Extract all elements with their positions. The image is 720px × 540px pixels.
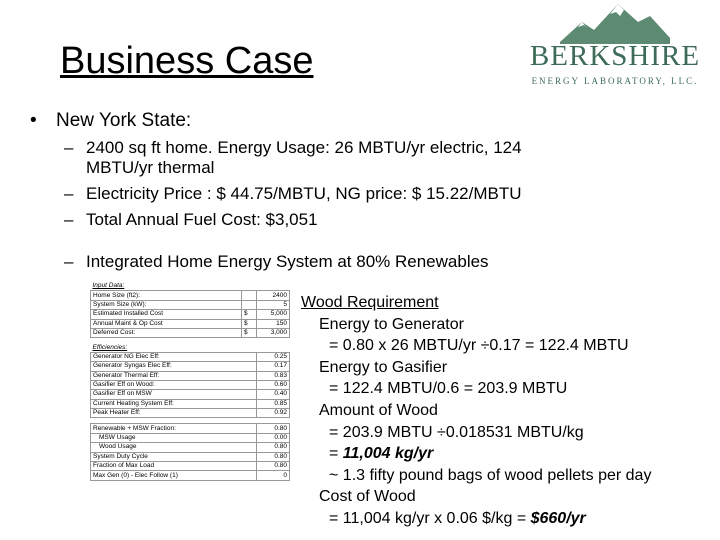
cell-label: Wood Usage [91, 443, 257, 452]
bullet-marker: • [30, 110, 37, 131]
cell-value: 150 [257, 319, 290, 328]
energy-to-gasifier: Energy to Gasifier [319, 358, 448, 376]
cell-value: 0.80 [257, 424, 290, 433]
cell-label: Current Heating System Eff: [91, 399, 257, 408]
cell-value: 0.80 [257, 443, 290, 452]
cost-of-wood-result: $660/yr [530, 509, 586, 527]
table-row [91, 462, 290, 471]
energy-to-generator-calc: = 0.80 x 26 MBTU/yr ÷0.17 = 122.4 MBTU [329, 337, 629, 355]
table-row [91, 310, 290, 319]
dash-marker: – [64, 184, 74, 203]
table-row [91, 380, 290, 389]
amount-of-wood: Amount of Wood [319, 401, 438, 419]
table-row [91, 443, 290, 452]
item-home-size: 2400 sq ft home. Energy Usage: 26 MBTU/yr electric, 124 [86, 138, 522, 157]
item-electricity-price: Electricity Price : $ 44.75/MBTU, NG price: $ 15.22/MBTU [86, 184, 522, 203]
cell-label: System Size (kW): [91, 300, 242, 309]
amount-of-wood-result-line [301, 443, 651, 465]
table-row [91, 433, 290, 442]
cell-value: 0.00 [257, 433, 290, 442]
item-home-size-cont: MBTU/yr thermal [86, 158, 215, 177]
cell-dollar [242, 300, 257, 309]
table-row [91, 471, 290, 480]
cell-value: 5,000 [257, 310, 290, 319]
table-row [91, 424, 290, 433]
cell-label: Generator NG Elec Eff: [91, 352, 257, 361]
cell-label: Gasifier Eff on MSW [91, 390, 257, 399]
table-row [91, 352, 290, 361]
dash-marker: – [64, 210, 74, 229]
table-row [91, 371, 290, 380]
cell-label: Generator Syngas Elec Eff: [91, 362, 257, 371]
mountain-icon [560, 0, 670, 45]
cost-of-wood-calc: = 11,004 kg/yr x 0.06 $/kg = [329, 509, 531, 527]
wood-heading: Wood Requirement [301, 294, 439, 311]
item-integrated-system: Integrated Home Energy System at 80% Renewables [86, 252, 489, 271]
cell-value: 0.17 [257, 362, 290, 371]
spreadsheet-table [90, 282, 290, 481]
cell-label: Gasifier Eff on Wood: [91, 380, 257, 389]
cell-label: Peak Heater Eff: [91, 409, 257, 418]
table-row [91, 328, 290, 337]
pellet-bags: ~ 1.3 fifty pound bags of wood pellets per day [329, 466, 652, 484]
cell-label: Home Size (ft2): [91, 291, 242, 300]
table-row [91, 452, 290, 461]
cell-label: Fraction of Max Load [91, 462, 257, 471]
table-row [91, 319, 290, 328]
dash-marker: – [64, 252, 74, 271]
cell-dollar: $ [242, 310, 257, 319]
table-row [91, 300, 290, 309]
cell-label: Max Gen (0) - Elec Follow (1) [91, 471, 257, 480]
cost-of-wood: Cost of Wood [319, 488, 416, 506]
equals-sign: = [329, 445, 343, 463]
logo-subtitle: ENERGY LABORATORY, LLC. [531, 76, 699, 86]
cell-label: Renewable + MSW Fraction: [91, 424, 257, 433]
cell-label: Annual Maint & Op Cost [91, 319, 242, 328]
slide-title: Business Case [60, 40, 314, 82]
cell-label: Generator Thermal Eff: [91, 371, 257, 380]
table-row [91, 409, 290, 418]
cell-value: 2400 [257, 291, 290, 300]
table-row [91, 362, 290, 371]
cell-value: 0.80 [257, 462, 290, 471]
cell-label: Estimated Installed Cost [91, 310, 242, 319]
amount-of-wood-calc: = 203.9 MBTU ÷0.018531 MBTU/kg [329, 423, 584, 441]
input-data-header: Input Data: [92, 282, 125, 290]
efficiencies-header: Efficiencies: [92, 343, 128, 351]
energy-to-generator: Energy to Generator [319, 315, 464, 333]
dash-marker: – [64, 138, 74, 157]
cell-label: Deferred Cost: [91, 328, 242, 337]
cell-value: 0.80 [257, 452, 290, 461]
logo-brand: BERKSHIRE [529, 40, 701, 72]
energy-to-gasifier-calc: = 122.4 MBTU/0.6 = 203.9 MBTU [329, 380, 568, 398]
cell-value: 0.25 [257, 352, 290, 361]
amount-of-wood-result: 11,004 kg/yr [342, 445, 434, 463]
cell-label: System Duty Cycle [91, 452, 257, 461]
cell-value: 0.85 [257, 399, 290, 408]
cell-dollar: $ [242, 319, 257, 328]
cell-value: 0.40 [257, 390, 290, 399]
item-total-fuel-cost: Total Annual Fuel Cost: $3,051 [86, 210, 318, 229]
cell-value: 0.60 [257, 380, 290, 389]
berkshire-logo [520, 0, 710, 95]
cell-dollar [242, 291, 257, 300]
bullet-new-york: New York State: [56, 110, 192, 131]
cell-value: 5 [257, 300, 290, 309]
table-row [91, 390, 290, 399]
cell-value: 3,000 [257, 328, 290, 337]
cell-value: 0.92 [257, 409, 290, 418]
cell-label: MSW Usage [91, 433, 257, 442]
table-row [91, 399, 290, 408]
cell-value: 0.83 [257, 371, 290, 380]
table-row [91, 291, 290, 300]
cell-dollar: $ [242, 328, 257, 337]
cell-value: 0 [257, 471, 290, 480]
cost-of-wood-line [301, 508, 651, 530]
wood-requirement-block [301, 292, 651, 530]
